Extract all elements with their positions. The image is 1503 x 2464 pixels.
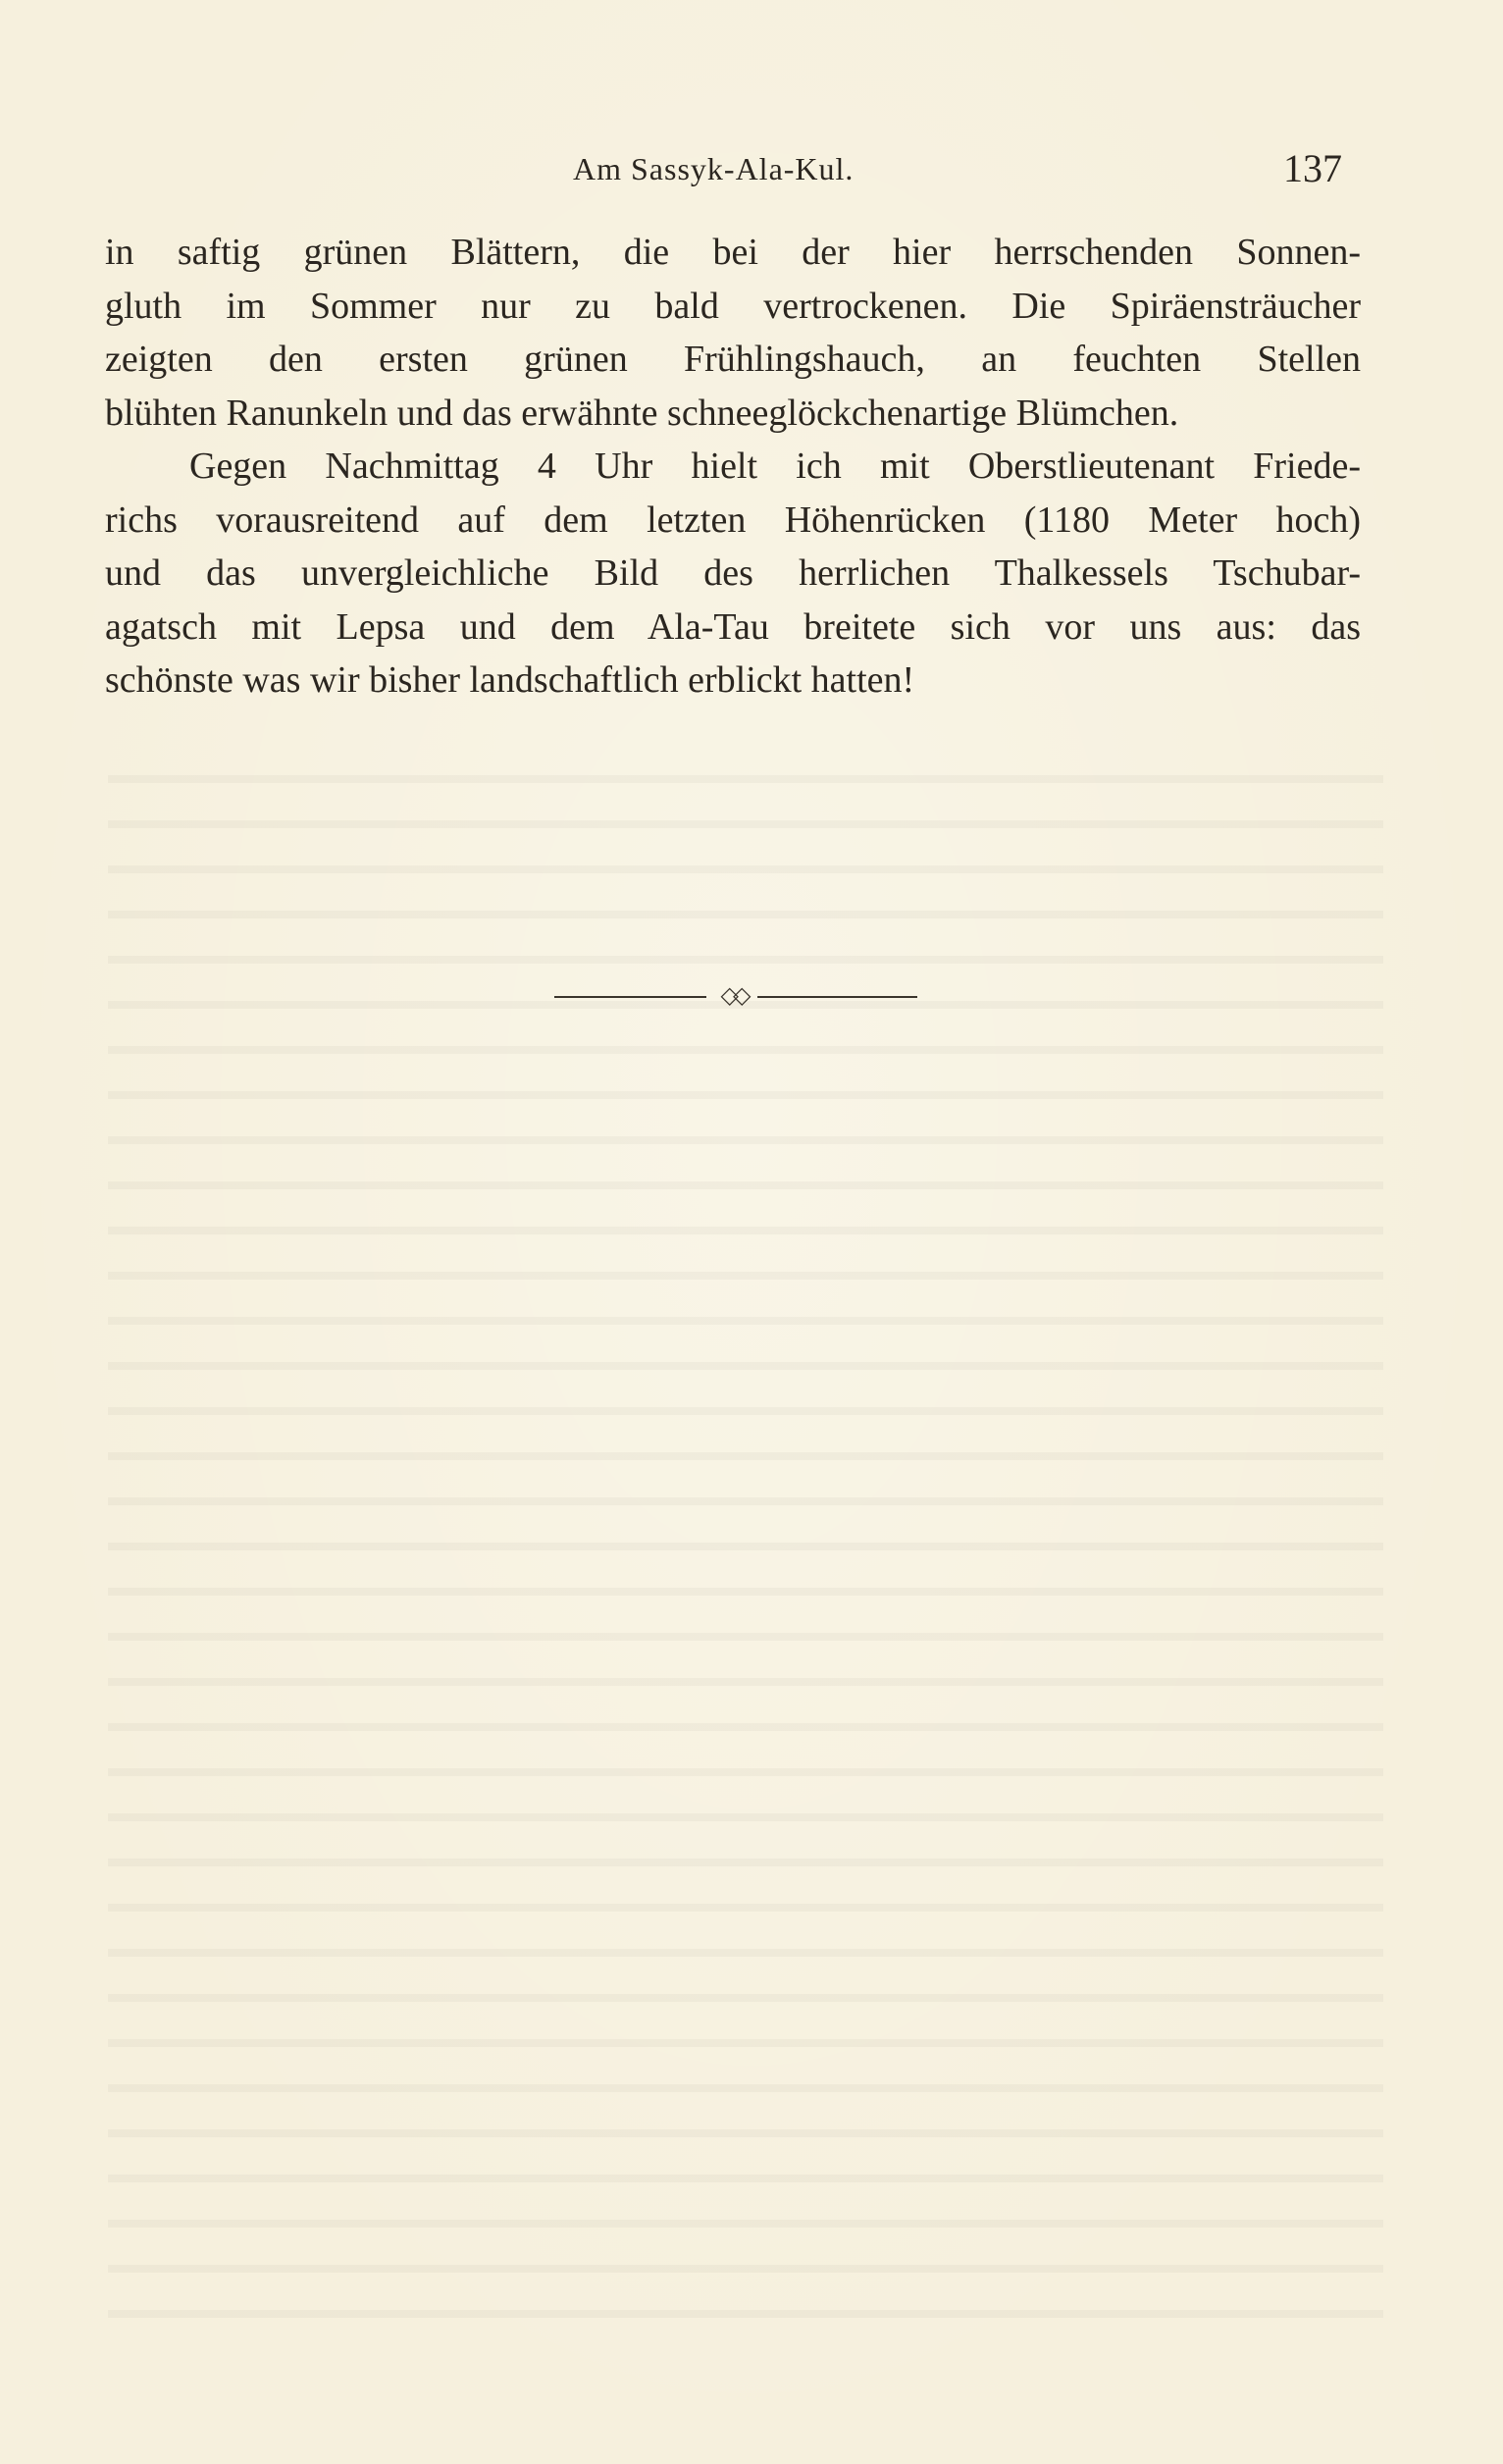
text-line: zeigten den ersten grünen Frühlingshauch, an feuchten Stellen (105, 339, 1361, 380)
running-header (0, 145, 1503, 194)
text-line: blühten Ranunkeln und das erwähnte schneeglöckchenartige Blümchen. (105, 392, 1179, 434)
section-end-ornament (554, 981, 917, 1011)
text-line: richs vorausreitend auf dem letzten Höhenrücken (1180 Meter hoch) (105, 498, 1361, 541)
text-line: Gegen Nachmittag 4 Uhr hielt ich mit Oberstlieutenant Friede- (189, 446, 1361, 487)
ornament-rule-right (757, 996, 917, 998)
text-line: schönste was wir bisher landschaftlich erblickt hatten! (105, 659, 915, 701)
text-line: agatsch mit Lepsa und dem Ala-Tau breitete sich vor uns aus: das (105, 605, 1361, 648)
text-line: gluth im Sommer nur zu bald vertrockenen. Die Spiräensträucher (105, 285, 1361, 327)
text-line: und das unvergleichliche Bild des herrlichen Thalkessels Tschubar- (105, 552, 1361, 594)
page-number: 137 (1283, 146, 1342, 190)
body-text (105, 226, 1361, 708)
diamond-ornament-icon: ◇◇ (720, 983, 746, 1009)
ornament-rule-left (554, 996, 706, 998)
running-title: Am Sassyk-Ala-Kul. (573, 151, 855, 186)
text-line: in saftig grünen Blättern, die bei der hier herrschenden Sonnen- (105, 232, 1361, 273)
